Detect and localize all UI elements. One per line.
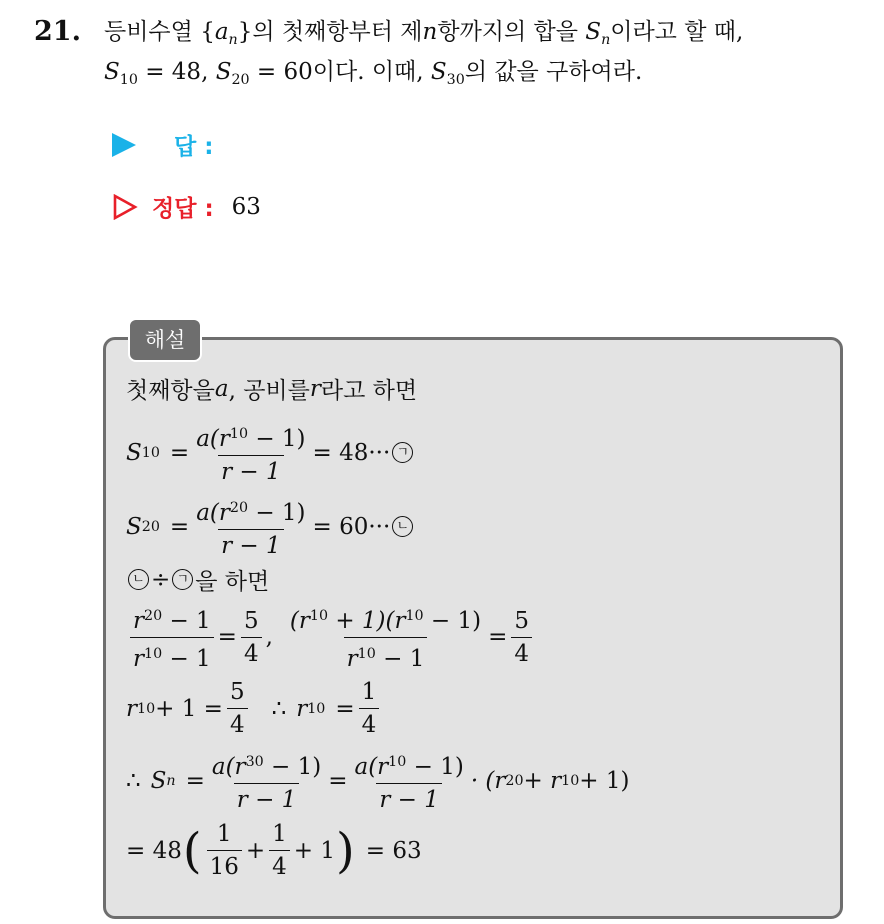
fraction: $\frac{a(r^{30} - 1)}{r - 1}$ xyxy=(211,753,322,813)
play-triangle-icon xyxy=(112,133,136,157)
circled-nieun-mark: ㄴ xyxy=(392,516,413,537)
division-step: ㄴ ÷ ㄱ 을 하면 xyxy=(126,563,269,596)
circled-nieun-mark: ㄴ xyxy=(128,569,149,590)
outline-triangle-icon xyxy=(112,194,138,220)
correct-answer-label: 정답 : xyxy=(152,196,214,222)
fraction: $\frac{a(r^{10} - 1)}{r - 1}$ xyxy=(354,753,464,813)
fraction: $\frac{a(r^{10} - 1)}{r - 1}$ xyxy=(196,425,306,485)
fraction: $\frac{(r^{10} + 1)(r^{10} - 1)}{r^{10} - 1}$ xyxy=(289,607,482,672)
solution-intro: 첫째항을 a , 공비를 r 라고 하면 xyxy=(126,375,418,404)
correct-answer-value: 63 xyxy=(231,193,261,220)
correct-answer-row xyxy=(112,190,261,223)
fraction: $\frac{1}{16}$ xyxy=(207,820,242,881)
circled-giyeok-mark: ㄱ xyxy=(172,569,193,590)
fraction: $\frac{5}{4}$ xyxy=(511,607,532,668)
problem-line-1: 등비수열 $\{a_n\}$의 첫째항부터 제n항까지의 합을 $S_n$이라고 할 때, xyxy=(104,19,744,48)
solution-tab: 해설 xyxy=(128,318,202,362)
problem-line-2: $S_{10} = 48$, $S_{20} = 60$이다. 이때, $S_{30}$의 값을 구하여라. xyxy=(104,59,643,88)
equation-1: S 10 = $\frac{a(r^{10} - 1)}{r - 1}$ = 48··· ㄱ xyxy=(126,420,415,486)
fraction: $\frac{5}{4}$ xyxy=(227,678,248,739)
fraction: $\frac{5}{4}$ xyxy=(241,607,262,668)
answer-row xyxy=(112,128,213,161)
fraction: $\frac{1}{4}$ xyxy=(269,820,290,881)
problem-number: 21. xyxy=(34,16,81,47)
answer-label: 답 : xyxy=(174,134,214,160)
therefore-symbol: ∴ xyxy=(126,767,141,794)
fraction: $\frac{1}{4}$ xyxy=(359,678,380,739)
equation-2: S 20 = $\frac{a(r^{20} - 1)}{r - 1}$ = 60··· ㄴ xyxy=(126,494,415,560)
equation-5: ∴ S n = $\frac{a(r^{30} - 1)}{r - 1}$ = $\frac{a(r^{10} - 1)}{r - 1}$ · (r 20 + r 10 + 1) xyxy=(126,748,629,814)
equation-6: = 48 ( $\frac{1}{16}$ + $\frac{1}{4}$ + 1 ) = 63 xyxy=(126,821,422,880)
circled-giyeok-mark: ㄱ xyxy=(392,442,413,463)
equation-3: $\frac{r^{20} - 1}{r^{10} - 1}$ = $\frac{5}{4}$ , $\frac{(r^{10} + 1)(r^{10} - 1)}{r^{10} - 1}$ = $\frac{5}{4}$ xyxy=(126,602,536,673)
fraction: $\frac{r^{20} - 1}{r^{10} - 1}$ xyxy=(130,602,214,673)
fraction: $\frac{a(r^{20} - 1)}{r - 1}$ xyxy=(196,499,306,559)
equation-4: r 10 + 1 = $\frac{5}{4}$ ∴ r 10 = $\frac{1}{4}$ xyxy=(126,678,383,739)
therefore-symbol: ∴ xyxy=(271,695,287,722)
